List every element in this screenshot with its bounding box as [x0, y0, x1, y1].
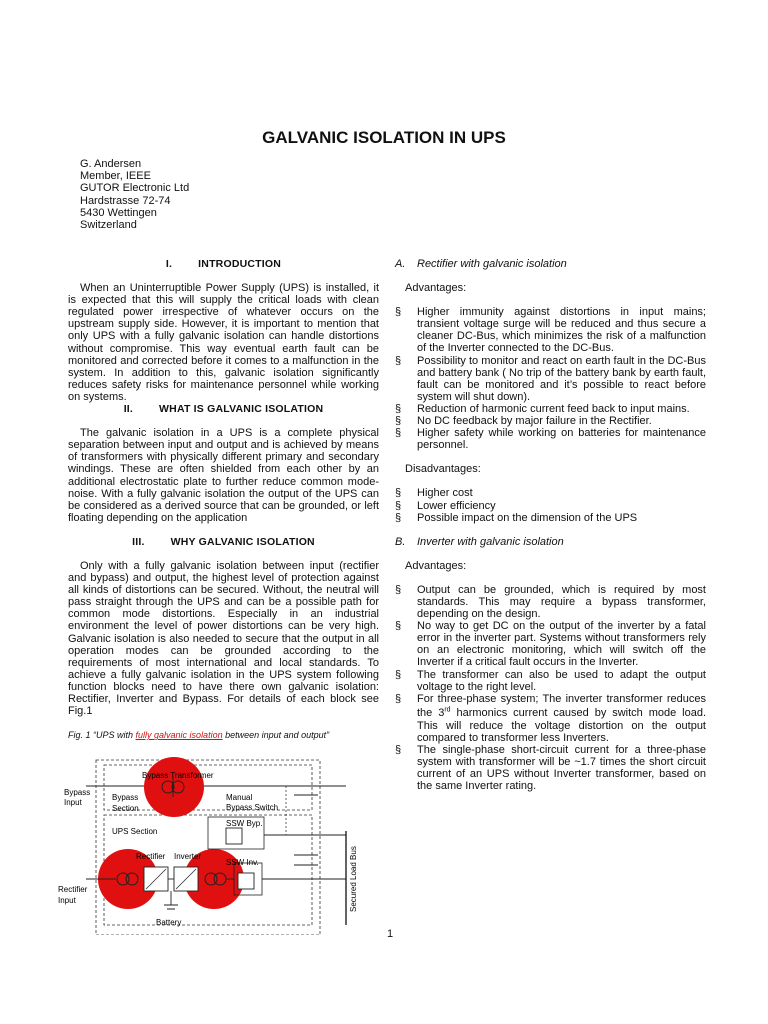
section-number: I.	[165, 258, 173, 270]
list-item	[395, 693, 706, 744]
advantages-label-a: Advantages:	[405, 282, 467, 295]
b-advantages-list	[395, 584, 706, 792]
section-title: INTRODUCTION	[198, 258, 282, 270]
bypass-section-label-2: Section	[112, 804, 139, 813]
list-item	[395, 487, 706, 499]
battery-label: Battery	[156, 918, 182, 927]
bullet-icon: §	[395, 306, 402, 319]
list-item	[395, 620, 706, 668]
author-membership: Member, IEEE	[80, 170, 151, 183]
ups-diagram	[56, 755, 376, 935]
a-advantages-list	[395, 306, 706, 451]
superscript: rd	[444, 706, 451, 714]
subsection-heading-b	[395, 536, 706, 548]
section-heading-intro	[68, 258, 379, 270]
list-item-text: Possibility to monitor and react on earth fault in the DC-Bus and battery bank ( No trip of the battery bank by earth fault, fault can be monitored and it’s possible to react before system will shut down).	[417, 354, 706, 403]
list-item-text: Higher immunity against distortions in input mains; transient voltage surge will be reduced and thus secure a cleaner DC-Bus, which minimizes the risk of a malfunction of the Inverter connected to the DC-Bus.	[417, 306, 706, 355]
rectifier-input-label-2: Input	[58, 896, 76, 905]
bullet-icon: §	[395, 415, 402, 428]
list-item	[395, 306, 706, 354]
intro-paragraph: When an Uninterruptible Power Supply (UPS) is installed, it is expected that this will supply the critical loads with clean regulated power irrespective of whatever occurs on the upstream supply side. However, it is important to mention that only UPS with a fully galvanic isolation can handle distortions without compromise. This way eventual earth fault can be monitored and corrected before it comes to a malfunction in the system. In addition to this, galvanic isolation significantly reduces safety risks for maintenance personnel while working on systems.	[68, 282, 379, 403]
bullet-icon: §	[395, 620, 402, 633]
author-block	[80, 158, 189, 231]
bullet-icon: §	[395, 487, 402, 500]
list-item-text: Output can be grounded, which is required by most standards. This may require a bypass transformer, depending on the design.	[417, 583, 706, 621]
rectifier-label: Rectifier	[136, 852, 166, 861]
subsection-title: Rectifier with galvanic isolation	[417, 258, 567, 270]
bypass-input-label-2: Input	[64, 798, 82, 807]
list-item	[395, 427, 706, 451]
bypass-transformer-label: Bypass Transformer	[142, 771, 214, 780]
bullet-icon: §	[395, 583, 402, 596]
list-item	[395, 744, 706, 792]
subsection-heading-a	[395, 258, 706, 270]
subsection-number: A.	[395, 258, 406, 270]
manual-bypass-label-1: Manual	[226, 793, 253, 802]
bullet-icon: §	[395, 743, 402, 756]
section-heading-why	[68, 536, 379, 548]
list-item	[395, 500, 706, 512]
page-number: 1	[387, 928, 394, 940]
list-item	[395, 415, 706, 427]
bullet-icon: §	[395, 354, 402, 367]
section-title: WHY GALVANIC ISOLATION	[170, 535, 315, 548]
section-heading-what	[68, 403, 379, 415]
section-title: WHAT IS GALVANIC ISOLATION	[159, 403, 324, 416]
advantages-label-b: Advantages:	[405, 559, 467, 572]
text-part: harmonics current caused by switch mode load. This will reduce the voltage distortion on the output compared to transformer less Inverters.	[417, 707, 707, 744]
bullet-icon: §	[395, 668, 402, 681]
caption-prefix: Fig. 1 “UPS with	[68, 730, 136, 741]
bullet-icon: §	[395, 692, 402, 705]
list-item	[395, 355, 706, 403]
disadvantages-label-a: Disadvantages:	[405, 463, 481, 476]
figure-caption	[68, 729, 379, 741]
list-item-text: Higher cost	[417, 487, 473, 500]
author-company: GUTOR Electronic Ltd	[80, 182, 190, 195]
caption-link[interactable]: fully galvanic isolation	[135, 730, 223, 741]
a-disadvantages-list	[395, 487, 706, 523]
section-number: II.	[123, 403, 134, 416]
paper-title: GALVANIC ISOLATION IN UPS	[262, 128, 506, 147]
list-item-text: Lower efficiency	[417, 499, 496, 512]
ups-section-label: UPS Section	[112, 827, 158, 836]
bullet-icon: §	[395, 402, 402, 415]
list-item-text: The single-phase short-circuit current for a three-phase system with transformer will be ~1.7 times the short circuit current of an UPS without Inverter transformer, based on the same Inverter rating.	[417, 743, 706, 793]
section-number: III.	[132, 535, 145, 548]
list-item-text: No way to get DC on the output of the inverter by a fatal error in the inverter part. Systems without transformers rely on an electronic monitoring, which will switch off the Inverter if a critical fault occurs in the Inverter.	[417, 620, 706, 669]
bypass-input-label-1: Bypass	[64, 788, 91, 797]
secured-load-bus-label: Secured Load Bus	[349, 846, 358, 912]
bullet-icon: §	[395, 511, 402, 524]
list-item	[395, 669, 706, 693]
list-item-text: No DC feedback by major failure in the Rectifier.	[417, 415, 652, 428]
bullet-icon: §	[395, 499, 402, 512]
manual-bypass-label-2: Bypass Switch	[226, 803, 279, 812]
list-item-text: Higher safety while working on batteries for maintenance personnel.	[417, 427, 706, 452]
what-paragraph: The galvanic isolation in a UPS is a complete physical separation between input and output and is achieved by means of transformers with physically different primary and secondary windings. These are often shielded from each other by an additional electrostatic plate to further reduce common mode-noise. With a fully galvanic isolation the output of the UPS can be considered as a derived source that can be grounded, or left floating depending on the application	[68, 427, 379, 524]
list-item-text: The transformer can also be used to adapt the output voltage to the right level.	[417, 668, 706, 693]
ssw-byp-label: SSW Byp.	[226, 819, 263, 828]
bypass-section-label-1: Bypass	[112, 793, 139, 802]
author-name: G. Andersen	[80, 158, 142, 170]
author-country: Switzerland	[80, 219, 137, 232]
inverter-label: Inverter	[174, 852, 202, 861]
bullet-icon: §	[395, 427, 402, 440]
left-column	[68, 258, 379, 741]
list-item	[395, 584, 706, 620]
subsection-number: B.	[395, 535, 406, 548]
list-item-text: Possible impact on the dimension of the UPS	[417, 511, 638, 524]
list-item	[395, 403, 706, 415]
list-item	[395, 512, 706, 524]
subsection-title: Inverter with galvanic isolation	[417, 535, 564, 548]
rectifier-input-label-1: Rectifier	[58, 885, 88, 894]
caption-suffix: between input and output”	[222, 730, 330, 741]
text-part: For three-phase system; The inverter transformer reduces the 3	[417, 692, 706, 720]
list-item-text	[417, 693, 706, 744]
list-item-text: Reduction of harmonic current feed back to input mains.	[417, 402, 690, 415]
ssw-inv-label: SSW Inv.	[226, 858, 259, 867]
author-street: Hardstrasse 72-74	[80, 194, 171, 207]
author-city: 5430 Wettingen	[80, 206, 157, 219]
why-paragraph: Only with a fully galvanic isolation between input (rectifier and bypass) and output, the highest level of protection against all kinds of distortions can be secured. Without, the neutral will pass straight through the UPS and can be a possible path for common mode distortions. Especially in an industrial environment the level of power distortions can be very high. Galvanic isolation is also needed to secure that the output in all operation modes can be grounded according to the requirements of most international and local standards. To achieve a fully galvanic isolation in the UPS system following function blocks need to have there own galvanic isolation: Rectifier, Inverter and Bypass. For details of each block see Fig.1	[68, 559, 379, 718]
right-column	[395, 258, 706, 792]
